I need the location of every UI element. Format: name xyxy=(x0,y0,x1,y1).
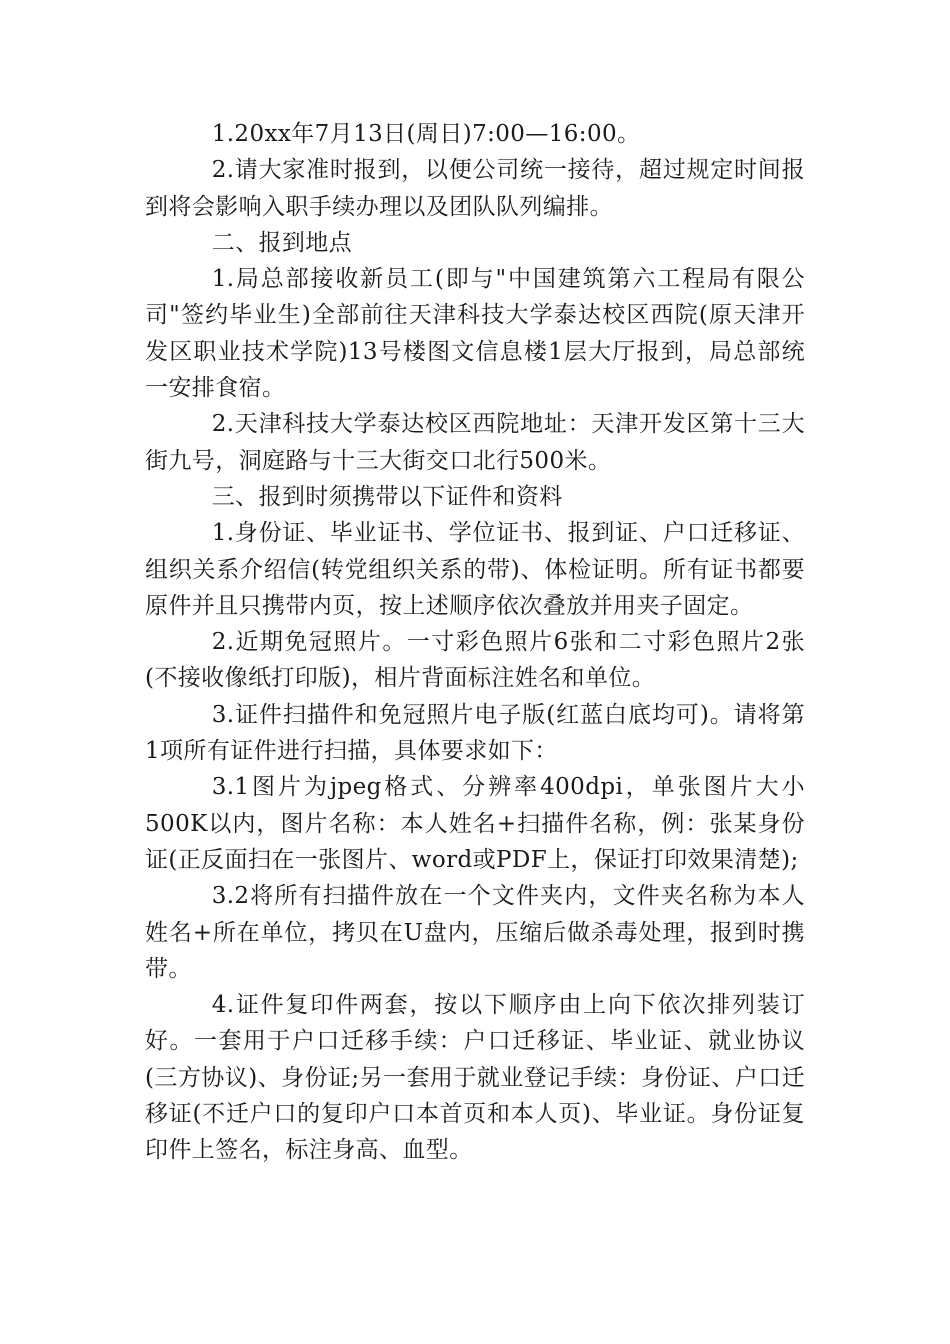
paragraph-original-certificates: 1.身份证、毕业证书、学位证书、报到证、户口迁移证、组织关系介绍信(转党组织关系的带)、体检证明。所有证书都要原件并且只携带内页，按上述顺序依次叠放并用夹子固定。 xyxy=(145,520,805,619)
section-heading-location: 二、报到地点 xyxy=(211,229,353,256)
paragraph-scans: 3.证件扫描件和免冠照片电子版(红蓝白底均可)。请将第1项所有证件进行扫描，具体要求如下： xyxy=(145,701,805,765)
paragraph-punctuality: 2.请大家准时报到，以便公司统一接待，超过规定时间报到将会影响入职手续办理以及团队队列编排。 xyxy=(145,157,805,220)
document-body xyxy=(145,116,805,1169)
paragraph-scan-format: 3.1图片为jpeg格式、分辨率400dpi，单张图片大小500K以内，图片名称：本人姓名+扫描件名称，例：张某身份证(正反面扫在一张图片、word或PDF上，保证打印效果清楚); xyxy=(145,774,805,873)
section-heading-documents: 三、报到时须携带以下证件和资料 xyxy=(211,483,563,510)
paragraph-photos: 2.近期免冠照片。一寸彩色照片6张和二寸彩色照片2张(不接收像纸打印版)，相片背面标注姓名和单位。 xyxy=(145,629,805,692)
paragraph-scan-folder: 3.2将所有扫描件放在一个文件夹内，文件夹名称为本人姓名+所在单位，拷贝在U盘内，压缩后做杀毒处理，报到时携带。 xyxy=(145,883,805,982)
paragraph-campus-address: 2.天津科技大学泰达校区西院地址：天津开发区第十三大街九号，洞庭路与十三大街交口北行500米。 xyxy=(145,411,805,474)
paragraph-report-time: 1.20xx年7月13日(周日)7:00—16:00。 xyxy=(211,121,641,147)
paragraph-hq-location: 1.局总部接收新员工(即与"中国建筑第六工程局有限公司"签约毕业生)全部前往天津科技大学泰达校区西院(原天津开发区职业技术学院)13号楼图文信息楼1层大厅报到，局总部统一安排食宿。 xyxy=(145,266,805,402)
paragraph-photocopies: 4.证件复印件两套，按以下顺序由上向下依次排列装订好。一套用于户口迁移手续：户口迁移证、毕业证、就业协议(三方协议)、身份证;另一套用于就业登记手续：身份证、户口迁移证(不迁户口的复印户口本首页和本人页)、毕业证。身份证复印件上签名，标注身高、血型。 xyxy=(145,992,805,1164)
